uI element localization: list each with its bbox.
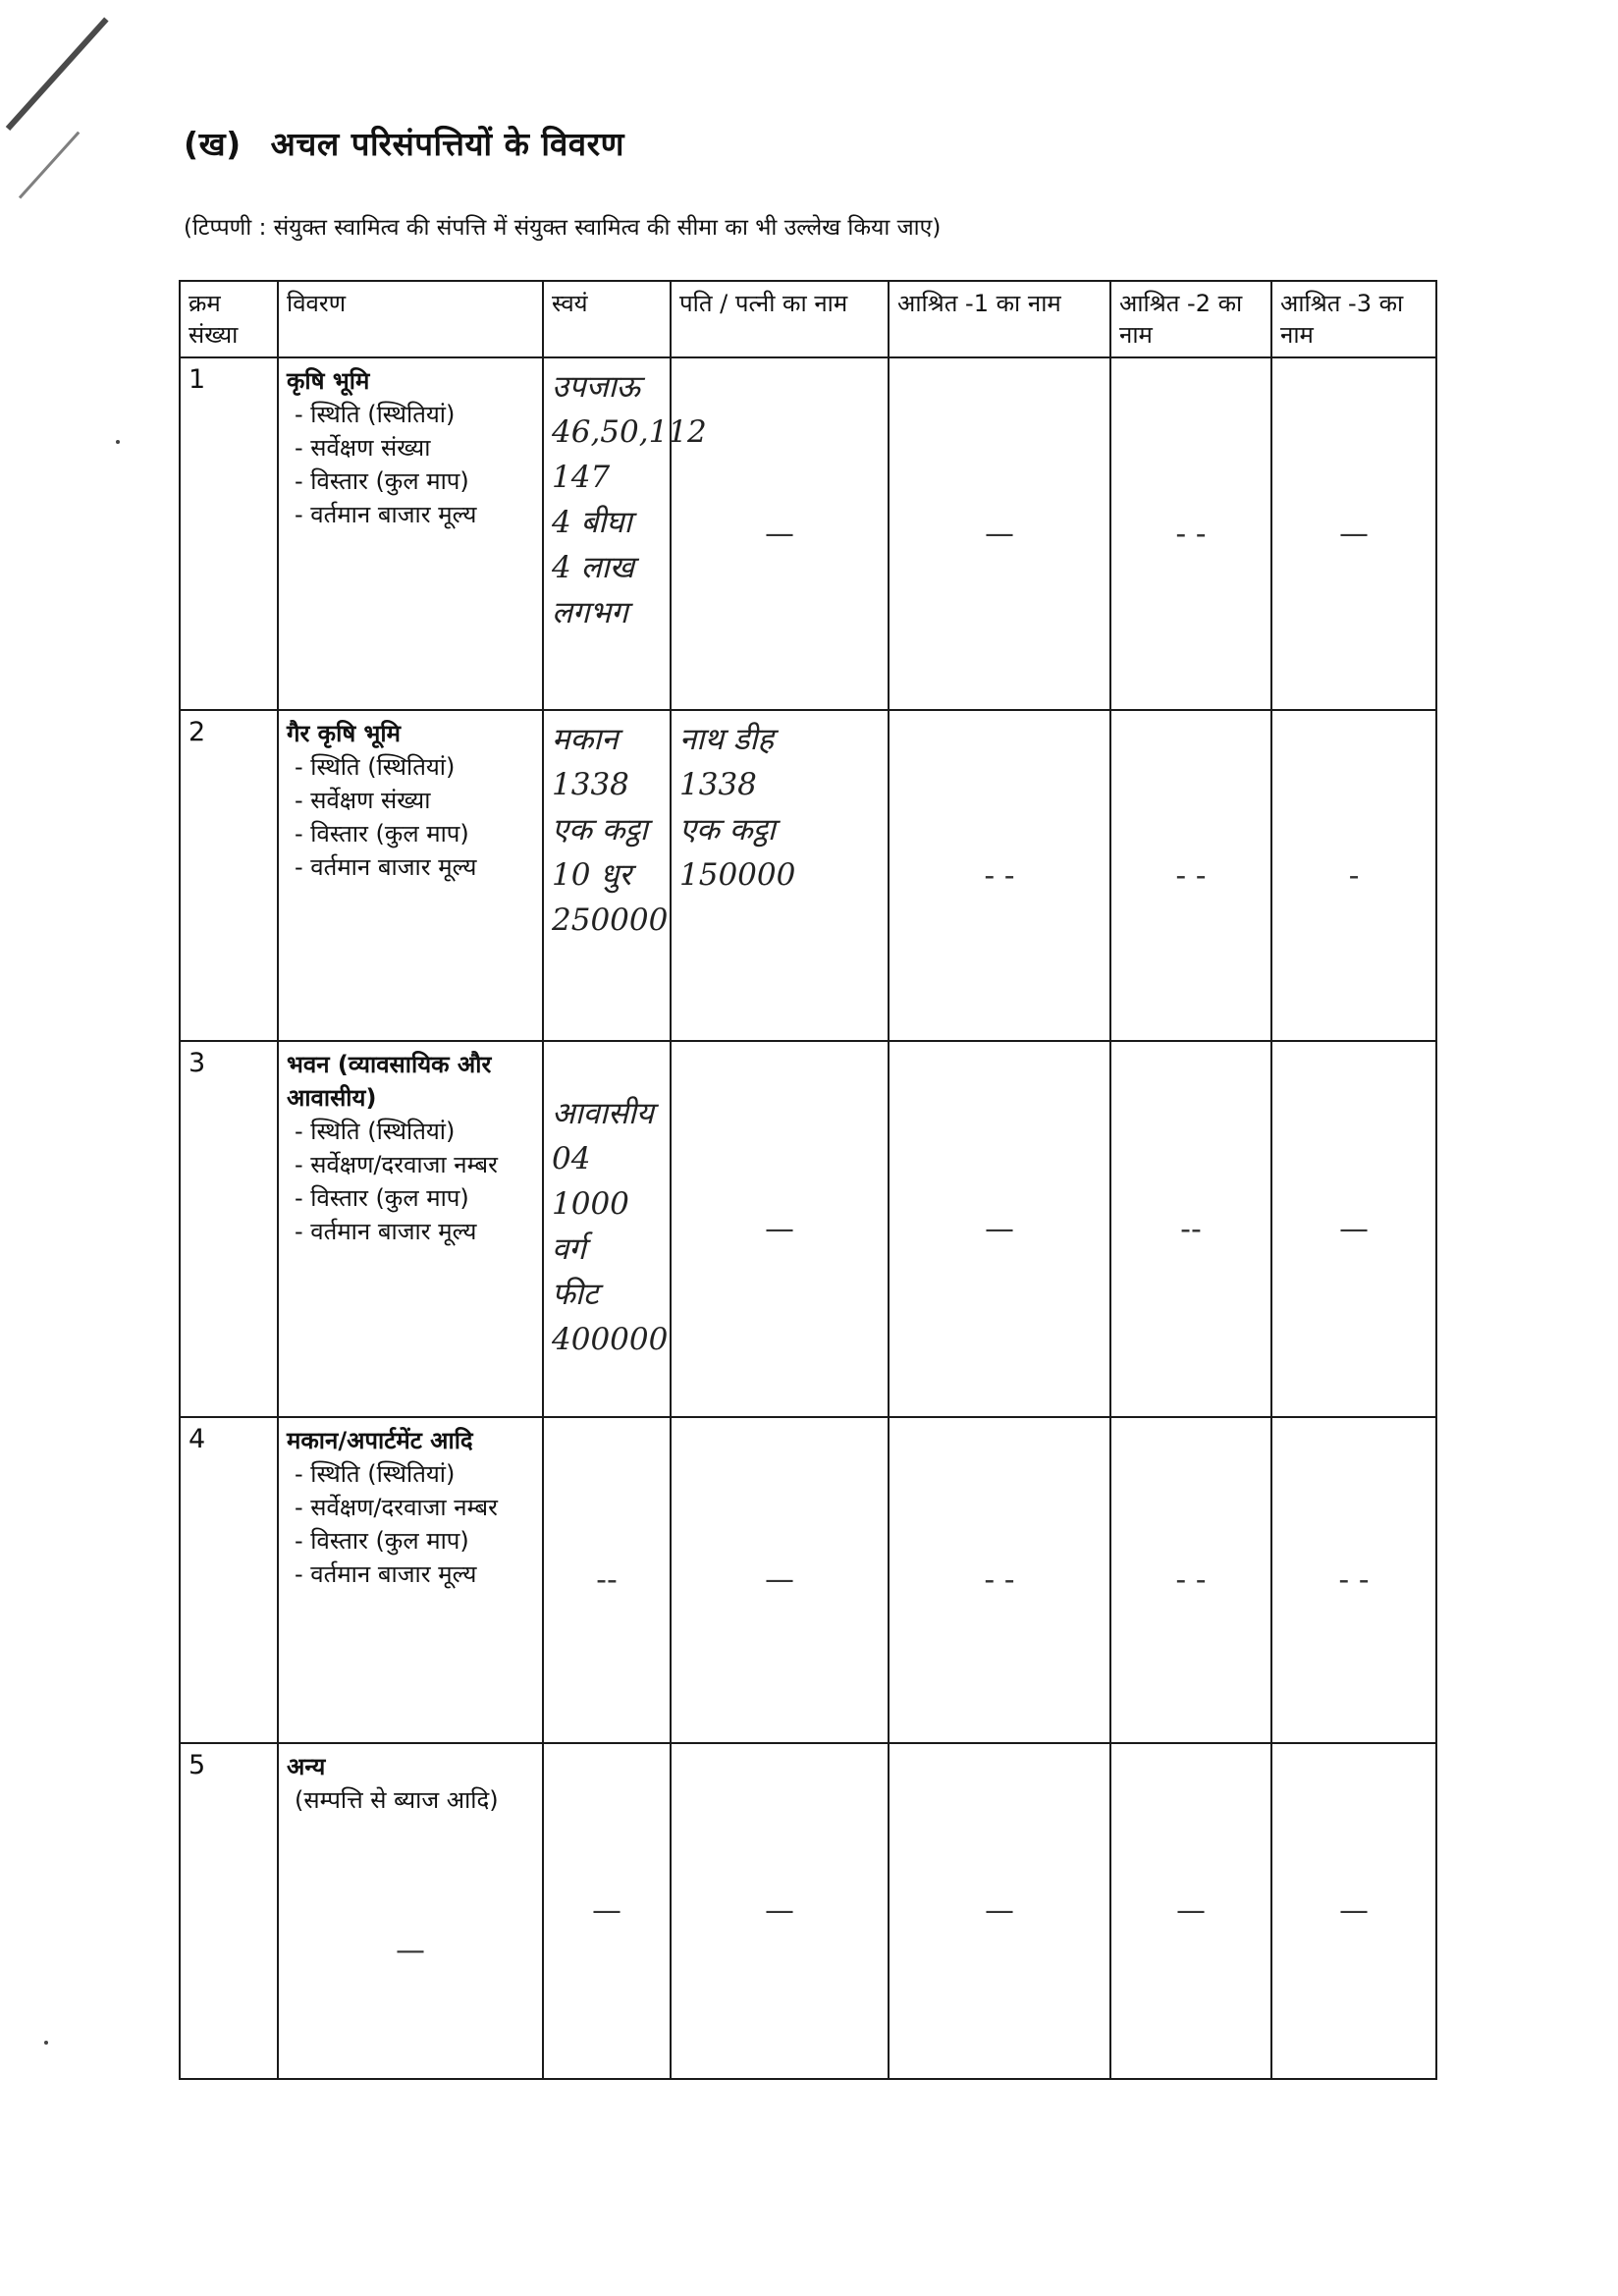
section-heading-title: अचल परिसंपत्तियों के विवरण — [270, 125, 624, 163]
blank-dash: - - — [1175, 1562, 1207, 1598]
blank-dash: — — [396, 1933, 425, 1968]
dependent-2-entry — [1110, 357, 1271, 710]
detail-item: - सर्वेक्षण संख्या — [295, 787, 431, 814]
blank-dash: - - — [984, 1562, 1015, 1598]
column-header-dependent-3: आश्रित -3 का नाम — [1271, 281, 1436, 357]
blank-dash: — — [985, 517, 1014, 551]
blank-dash: — — [1176, 1893, 1206, 1929]
handwritten-line: 1000 वर्ग — [552, 1186, 629, 1267]
blank-dash: — — [765, 1212, 794, 1246]
detail-item: - वर्तमान बाजार मूल्य — [295, 1560, 477, 1588]
handwritten-line: 250000 — [552, 902, 669, 938]
detail-item: - विस्तार (कुल माप) — [295, 1184, 469, 1212]
handwritten-line: लगभग — [552, 595, 628, 630]
handwritten-line: आवासीय — [552, 1096, 654, 1131]
blank-dash: - — [1348, 858, 1360, 893]
dependent-2-entry — [1110, 1743, 1271, 2079]
blank-dash: — — [1339, 517, 1369, 551]
asset-type: भवन (व्यावसायिक और आवासीय) — [287, 1051, 492, 1112]
handwritten-line: 10 धुर — [552, 857, 632, 893]
dependent-1-entry — [889, 1041, 1110, 1417]
handwritten-line: 150000 — [679, 857, 796, 893]
column-header-spouse: पति / पत्नी का नाम — [671, 281, 889, 357]
detail-item: - वर्तमान बाजार मूल्य — [295, 501, 477, 528]
scan-smudge-mark — [19, 132, 80, 199]
serial-number: 2 — [180, 710, 278, 1041]
dependent-1-entry — [889, 1417, 1110, 1743]
section-note: (टिप्पणी : संयुक्त स्वामित्व की संपत्ति में संयुक्त स्वामित्व की सीमा का भी उल्लेख किया जाए) — [184, 215, 942, 241]
dependent-1-entry — [889, 710, 1110, 1041]
asset-type: कृषि भूमि — [287, 367, 370, 395]
spouse-entry — [671, 1041, 889, 1417]
blank-dash: — — [765, 1562, 794, 1598]
detail-item: (सम्पत्ति से ब्याज आदि) — [295, 1786, 499, 1814]
handwritten-line: 46,50,112 — [552, 414, 707, 450]
handwritten-line: 400000 — [552, 1322, 669, 1357]
asset-type: मकान/अपार्टमेंट आदि — [287, 1427, 473, 1454]
detail-item: - स्थिति (स्थितियां) — [295, 1460, 456, 1488]
blank-dash: - - — [1175, 858, 1207, 893]
handwritten-line: 1338 — [552, 767, 629, 802]
asset-description — [278, 1743, 543, 2079]
handwritten-line: उपजाऊ — [552, 369, 640, 405]
dependent-3-entry — [1271, 1041, 1436, 1417]
blank-dash: - - — [1175, 517, 1207, 551]
self-entry — [543, 1041, 671, 1417]
dependent-3-entry — [1271, 1743, 1436, 2079]
detail-item: - स्थिति (स्थितियां) — [295, 1118, 456, 1145]
handwritten-line: एक कट्ठा — [552, 812, 648, 847]
dependent-1-entry — [889, 357, 1110, 710]
column-header-dependent-2: आश्रित -2 का नाम — [1110, 281, 1271, 357]
detail-item: - विस्तार (कुल माप) — [295, 1527, 469, 1555]
detail-item: - विस्तार (कुल माप) — [295, 820, 469, 847]
self-entry — [543, 1417, 671, 1743]
spouse-entry — [671, 357, 889, 710]
scan-speck — [116, 440, 120, 444]
dependent-2-entry — [1110, 710, 1271, 1041]
handwritten-line: 147 — [552, 460, 611, 495]
blank-dash: — — [985, 1212, 1014, 1246]
detail-item: - वर्तमान बाजार मूल्य — [295, 853, 477, 881]
table-header-row — [180, 281, 1436, 357]
asset-type: गैर कृषि भूमि — [287, 720, 401, 747]
table-row — [180, 710, 1436, 1041]
asset-type: अन्य — [287, 1753, 326, 1780]
detail-item: - विस्तार (कुल माप) — [295, 467, 469, 495]
asset-description — [278, 1041, 543, 1417]
self-entry — [543, 710, 671, 1041]
serial-number: 1 — [180, 357, 278, 710]
detail-item: - सर्वेक्षण/दरवाजा नम्बर — [295, 1494, 498, 1521]
handwritten-line: 4 बीघा — [552, 505, 632, 540]
spouse-entry — [671, 1743, 889, 2079]
section-heading-prefix: (ख) — [184, 125, 242, 163]
self-entry — [543, 357, 707, 710]
dependent-3-entry — [1271, 357, 1436, 710]
column-header-self: स्वयं — [543, 281, 671, 357]
detail-item: - स्थिति (स्थितियां) — [295, 401, 456, 428]
dependent-1-entry — [889, 1743, 1110, 2079]
blank-dash: — — [592, 1893, 621, 1929]
column-header-description: विवरण — [278, 281, 543, 357]
serial-number: 4 — [180, 1417, 278, 1743]
handwritten-line: 1338 — [679, 767, 757, 802]
blank-dash: — — [765, 517, 794, 551]
dependent-2-entry — [1110, 1417, 1271, 1743]
self-entry — [543, 1743, 671, 2079]
blank-dash: — — [765, 1893, 794, 1929]
scan-speck — [44, 2041, 48, 2045]
serial-number: 5 — [180, 1743, 278, 2079]
table-row — [180, 1417, 1436, 1743]
table-row — [180, 1041, 1436, 1417]
handwritten-line: नाथ डीह — [679, 722, 774, 757]
blank-dash: - - — [984, 858, 1015, 893]
scan-smudge-mark — [6, 18, 109, 131]
column-header-serial: क्रम संख्या — [180, 281, 278, 357]
asset-description — [278, 357, 543, 710]
detail-item: - स्थिति (स्थितियां) — [295, 753, 456, 781]
asset-description — [278, 710, 543, 1041]
blank-dash: -- — [1180, 1212, 1202, 1246]
detail-item: - सर्वेक्षण संख्या — [295, 434, 431, 462]
asset-description — [278, 1417, 543, 1743]
table-row — [180, 1743, 1436, 2079]
handwritten-line: एक कट्ठा — [679, 812, 776, 847]
blank-dash: -- — [596, 1562, 618, 1598]
immovable-assets-table — [179, 280, 1437, 2080]
blank-dash: — — [1339, 1212, 1369, 1246]
dependent-3-entry — [1271, 1417, 1436, 1743]
dependent-2-entry — [1110, 1041, 1271, 1417]
handwritten-line: 04 — [552, 1141, 591, 1176]
handwritten-line: मकान — [552, 722, 619, 757]
handwritten-line: फीट — [552, 1277, 599, 1312]
spouse-entry — [671, 710, 889, 1041]
detail-item: - वर्तमान बाजार मूल्य — [295, 1218, 477, 1245]
blank-dash: - - — [1338, 1562, 1370, 1598]
serial-number: 3 — [180, 1041, 278, 1417]
blank-dash: — — [1339, 1893, 1369, 1929]
column-header-dependent-1: आश्रित -1 का नाम — [889, 281, 1110, 357]
handwritten-line: 4 लाख — [552, 550, 634, 585]
spouse-entry — [671, 1417, 889, 1743]
detail-item: - सर्वेक्षण/दरवाजा नम्बर — [295, 1151, 498, 1178]
dependent-3-entry — [1271, 710, 1436, 1041]
table-row — [180, 357, 1436, 710]
blank-dash: — — [985, 1893, 1014, 1929]
section-heading — [184, 121, 624, 165]
